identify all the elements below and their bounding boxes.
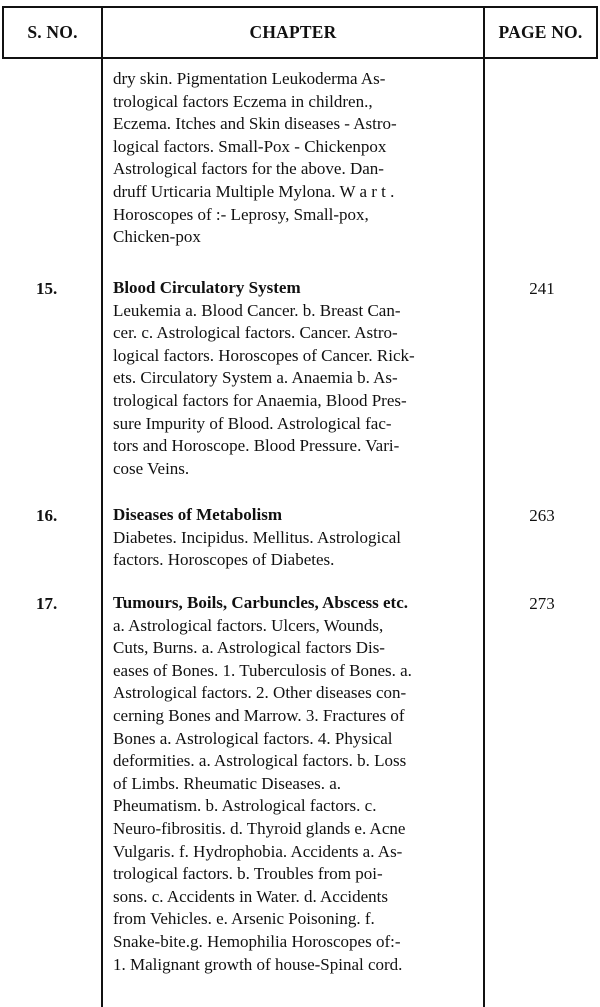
text-line: ets. Circulatory System a. Anaemia b. As-: [113, 368, 398, 388]
text-line: sons. c. Accidents in Water. d. Accidents: [113, 886, 388, 906]
text-line: Horoscopes of :- Leprosy, Small-pox,: [113, 204, 369, 224]
text-line: cerning Bones and Marrow. 3. Fractures of: [113, 705, 405, 725]
column-divider-1: [101, 6, 103, 1007]
text-line: Astrological factors. 2. Other diseases con-: [113, 683, 407, 703]
entry-number: 16.: [36, 506, 58, 525]
text-line: trological factors. b. Troubles from poi-: [113, 864, 383, 884]
entry-number: 15.: [36, 279, 58, 298]
right-border: [596, 6, 598, 59]
column-divider-2: [483, 6, 485, 1007]
text-line: deformities. a. Astrological factors. b. Loss: [113, 751, 407, 771]
text-line: druff Urticaria Multiple Mylona. W a r t .: [113, 181, 395, 201]
text-line: logical factors. Small-Pox - Chickenpox: [113, 136, 387, 156]
text-line: trological factors Eczema in children.,: [113, 91, 373, 111]
text-line: Astrological factors for the above. Dan-: [113, 159, 384, 179]
text-line: tors and Horoscope. Blood Pressure. Vari-: [113, 436, 400, 456]
text-line: Neuro-fibrositis. d. Thyroid glands e. Acne: [113, 818, 406, 838]
text-line: eases of Bones. 1. Tuberculosis of Bones. a.: [113, 660, 412, 680]
entry-text: [113, 504, 479, 572]
entry-title: Tumours, Boils, Carbuncles, Abscess etc.: [113, 593, 409, 612]
text-line: Pheumatism. b. Astrological factors. c.: [113, 796, 377, 816]
continuation-text: [113, 68, 479, 249]
text-line: Snake-bite.g. Hemophilia Horoscopes of:-: [113, 931, 401, 951]
entry-page-number: 263: [529, 506, 555, 525]
text-line: from Vehicles. e. Arsenic Poisoning. f.: [113, 909, 375, 929]
text-line: Chicken-pox: [113, 227, 201, 247]
text-line: Eczema. Itches and Skin diseases - Astro-: [113, 114, 397, 134]
text-line: cose Veins.: [113, 458, 190, 478]
header-chapter: CHAPTER: [249, 21, 337, 42]
text-line: trological factors for Anaemia, Blood Pres-: [113, 390, 407, 410]
text-line: of Limbs. Rheumatic Diseases. a.: [113, 773, 342, 793]
entry-text: [113, 592, 479, 976]
text-line: factors. Horoscopes of Diabetes.: [113, 550, 335, 570]
header-sno: S. NO.: [27, 21, 78, 42]
text-line: Cuts, Burns. a. Astrological factors Dis-: [113, 638, 385, 658]
text-line: 1. Malignant growth of house-Spinal cord.: [113, 954, 403, 974]
text-line: Diabetes. Incipidus. Mellitus. Astrological: [113, 527, 402, 547]
text-line: logical factors. Horoscopes of Cancer. Rick-: [113, 345, 415, 365]
text-line: sure Impurity of Blood. Astrological fac-: [113, 413, 392, 433]
entry-number: 17.: [36, 594, 58, 613]
header-bottom-border: [2, 57, 598, 59]
text-line: dry skin. Pigmentation Leukoderma As-: [113, 69, 386, 88]
text-line: Bones a. Astrological factors. 4. Physical: [113, 728, 393, 748]
text-line: Vulgaris. f. Hydrophobia. Accidents a. As-: [113, 841, 403, 861]
entry-title: Blood Circulatory System: [113, 278, 301, 297]
entry-page-number: 273: [529, 594, 555, 613]
entry-title: Diseases of Metabolism: [113, 505, 283, 524]
entry-text: [113, 277, 479, 480]
entry-page-number: 241: [529, 279, 555, 298]
text-line: a. Astrological factors. Ulcers, Wounds,: [113, 615, 384, 635]
text-line: cer. c. Astrological factors. Cancer. Astro-: [113, 323, 398, 343]
header-page-no: PAGE NO.: [498, 21, 583, 42]
text-line: Leukemia a. Blood Cancer. b. Breast Can-: [113, 300, 401, 320]
